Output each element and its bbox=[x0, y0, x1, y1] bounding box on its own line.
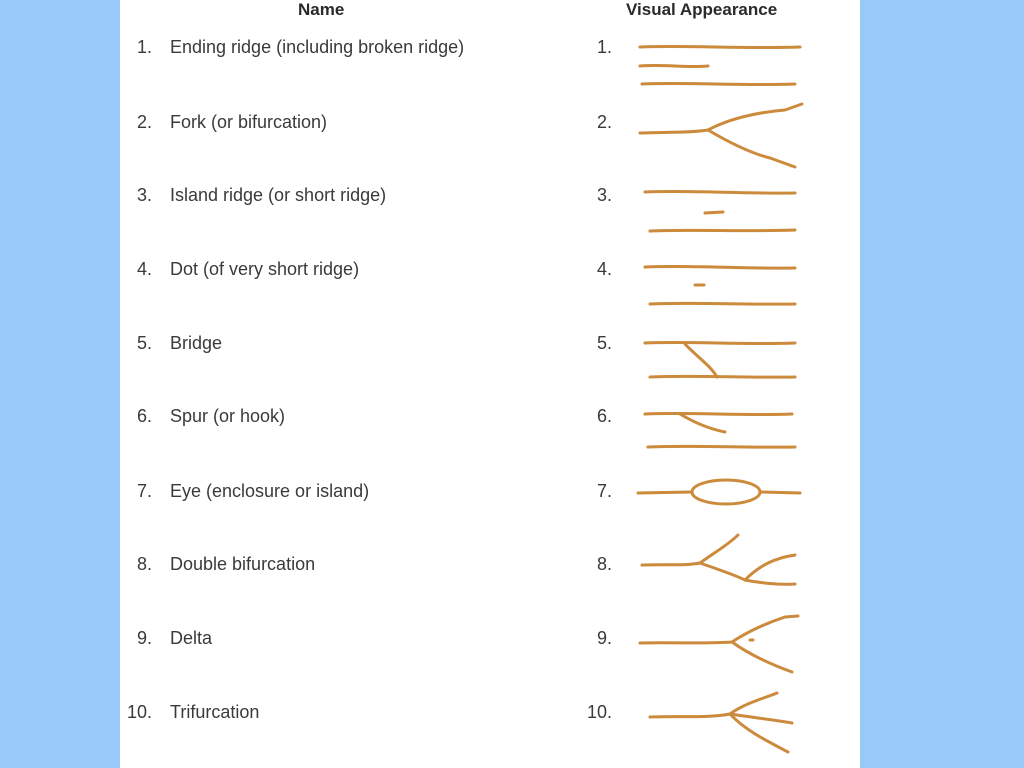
fork-glyph bbox=[640, 104, 802, 167]
visual-number: 3. bbox=[596, 185, 612, 205]
row-number: 2. bbox=[136, 112, 152, 132]
ridge-glyphs bbox=[120, 0, 860, 768]
bridge-glyph bbox=[645, 342, 795, 377]
island-ridge-glyph bbox=[645, 191, 795, 231]
row-name: Island ridge (or short ridge) bbox=[170, 185, 387, 205]
row-number: 7. bbox=[136, 481, 152, 501]
row-name: Dot (of very short ridge) bbox=[170, 259, 360, 279]
row-name: Ending ridge (including broken ridge) bbox=[170, 37, 465, 57]
minutiae-table-panel bbox=[120, 0, 860, 768]
row-name: Trifurcation bbox=[170, 702, 260, 722]
row-number: 5. bbox=[136, 333, 152, 353]
visual-number: 1. bbox=[596, 37, 612, 57]
row-number: 6. bbox=[136, 406, 152, 426]
spur-glyph bbox=[645, 413, 795, 447]
eye-glyph bbox=[638, 480, 800, 504]
ending-ridge-glyph bbox=[640, 46, 800, 84]
trifurcation-glyph bbox=[650, 693, 792, 752]
row-number: 3. bbox=[136, 185, 152, 205]
row-name: Delta bbox=[170, 628, 213, 648]
row-number: 9. bbox=[136, 628, 152, 648]
row-number: 1. bbox=[136, 37, 152, 57]
visual-number: 7. bbox=[596, 481, 612, 501]
row-number: 8. bbox=[136, 554, 152, 574]
row-name: Spur (or hook) bbox=[170, 406, 286, 426]
visual-appearance-column-header: Visual Appearance bbox=[626, 0, 778, 19]
delta-glyph bbox=[640, 616, 798, 672]
visual-number: 5. bbox=[596, 333, 612, 353]
row-name: Eye (enclosure or island) bbox=[170, 481, 370, 501]
row-name: Bridge bbox=[170, 333, 223, 353]
visual-number: 6. bbox=[596, 406, 612, 426]
double-bifurcation-glyph bbox=[642, 535, 795, 584]
visual-number: 10. bbox=[586, 702, 612, 722]
visual-number: 4. bbox=[596, 259, 612, 279]
visual-number: 2. bbox=[596, 112, 612, 132]
row-number: 4. bbox=[136, 259, 152, 279]
visual-number: 8. bbox=[596, 554, 612, 574]
row-name: Fork (or bifurcation) bbox=[170, 112, 328, 132]
row-name: Double bifurcation bbox=[170, 554, 316, 574]
visual-number: 9. bbox=[596, 628, 612, 648]
row-number: 10. bbox=[126, 702, 152, 722]
name-column-header: Name bbox=[298, 0, 345, 19]
dot-glyph bbox=[645, 266, 795, 304]
